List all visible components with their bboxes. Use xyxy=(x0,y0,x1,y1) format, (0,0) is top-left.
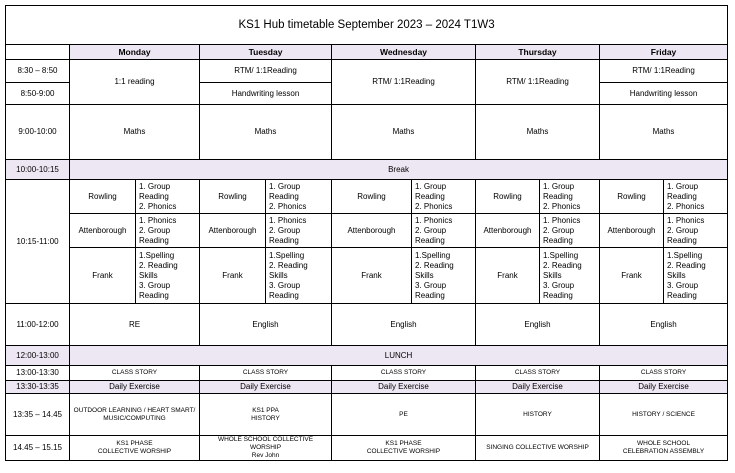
maths-cell: Maths xyxy=(332,105,476,160)
friday-late-morning: English xyxy=(600,304,728,346)
class-story-cell: CLASS STORY xyxy=(476,366,600,381)
group-attenborough: Attenborough xyxy=(70,214,136,248)
group-frank: Frank xyxy=(332,248,412,304)
maths-cell: Maths xyxy=(476,105,600,160)
day-header-monday: Monday xyxy=(70,45,200,60)
maths-cell: Maths xyxy=(70,105,200,160)
maths-cell: Maths xyxy=(200,105,332,160)
class-story-cell: CLASS STORY xyxy=(200,366,332,381)
group-attenborough: Attenborough xyxy=(200,214,266,248)
wednesday-end: KS1 PHASE COLLECTIVE WORSHIP xyxy=(332,436,476,461)
group-frank: Frank xyxy=(476,248,540,304)
activity-frank: 1.Spelling 2. Reading Skills 3. Group Reading xyxy=(664,248,728,304)
group-attenborough: Attenborough xyxy=(332,214,412,248)
group-rowling: Rowling xyxy=(476,180,540,214)
time-slot: 14.45 – 15.15 xyxy=(6,436,70,461)
group-rowling: Rowling xyxy=(332,180,412,214)
wednesday-late-morning: English xyxy=(332,304,476,346)
time-slot: 8:30 – 8:50 xyxy=(6,60,70,83)
daily-exercise-cell: Daily Exercise xyxy=(332,381,476,394)
day-header-wednesday: Wednesday xyxy=(332,45,476,60)
activity-frank: 1.Spelling 2. Reading Skills 3. Group Reading xyxy=(136,248,200,304)
activity-frank: 1.Spelling 2. Reading Skills 3. Group Reading xyxy=(540,248,600,304)
daily-exercise-cell: Daily Exercise xyxy=(70,381,200,394)
monday-early: 1:1 reading xyxy=(70,60,200,105)
group-frank: Frank xyxy=(70,248,136,304)
timetable-table xyxy=(5,5,728,461)
group-rowling: Rowling xyxy=(600,180,664,214)
group-frank: Frank xyxy=(200,248,266,304)
activity-attenborough: 1. Phonics 2. Group Reading xyxy=(540,214,600,248)
friday-handwriting: Handwriting lesson xyxy=(600,83,728,105)
activity-attenborough: 1. Phonics 2. Group Reading xyxy=(664,214,728,248)
time-slot: 8:50-9:00 xyxy=(6,83,70,105)
activity-attenborough: 1. Phonics 2. Group Reading xyxy=(136,214,200,248)
activity-attenborough: 1. Phonics 2. Group Reading xyxy=(412,214,476,248)
monday-afternoon: OUTDOOR LEARNING / HEART SMART/ MUSIC/COMPUTING xyxy=(70,394,200,436)
group-attenborough: Attenborough xyxy=(600,214,664,248)
friday-afternoon: HISTORY / SCIENCE xyxy=(600,394,728,436)
daily-exercise-cell: Daily Exercise xyxy=(200,381,332,394)
monday-late-morning: RE xyxy=(70,304,200,346)
activity-rowling: 1. Group Reading 2. Phonics xyxy=(412,180,476,214)
activity-rowling: 1. Group Reading 2. Phonics xyxy=(136,180,200,214)
tuesday-end: WHOLE SCHOOL COLLECTIVE WORSHIP Rev John xyxy=(200,436,332,461)
maths-cell: Maths xyxy=(600,105,728,160)
time-slot: 11:00-12:00 xyxy=(6,304,70,346)
wednesday-early: RTM/ 1:1Reading xyxy=(332,60,476,105)
tuesday-early: RTM/ 1:1Reading xyxy=(200,60,332,83)
friday-end: WHOLE SCHOOL CELEBRATION ASSEMBLY xyxy=(600,436,728,461)
group-frank: Frank xyxy=(600,248,664,304)
day-header-tuesday: Tuesday xyxy=(200,45,332,60)
thursday-late-morning: English xyxy=(476,304,600,346)
thursday-early: RTM/ 1:1Reading xyxy=(476,60,600,105)
activity-rowling: 1. Group Reading 2. Phonics xyxy=(664,180,728,214)
page-title: KS1 Hub timetable September 2023 – 2024 T1W3 xyxy=(6,6,728,45)
tuesday-handwriting: Handwriting lesson xyxy=(200,83,332,105)
activity-rowling: 1. Group Reading 2. Phonics xyxy=(540,180,600,214)
header-corner xyxy=(6,45,70,60)
break-row: Break xyxy=(70,160,728,180)
time-slot: 13:35 – 14.45 xyxy=(6,394,70,436)
activity-rowling: 1. Group Reading 2. Phonics xyxy=(266,180,332,214)
friday-early: RTM/ 1:1Reading xyxy=(600,60,728,83)
time-slot: 12:00-13:00 xyxy=(6,346,70,366)
class-story-cell: CLASS STORY xyxy=(332,366,476,381)
day-header-friday: Friday xyxy=(600,45,728,60)
thursday-end: SINGING COLLECTIVE WORSHIP xyxy=(476,436,600,461)
group-rowling: Rowling xyxy=(70,180,136,214)
time-slot: 9:00-10:00 xyxy=(6,105,70,160)
day-header-row xyxy=(6,45,728,60)
day-header-thursday: Thursday xyxy=(476,45,600,60)
wednesday-afternoon: PE xyxy=(332,394,476,436)
monday-end: KS1 PHASE COLLECTIVE WORSHIP xyxy=(70,436,200,461)
group-rowling: Rowling xyxy=(200,180,266,214)
lunch-row: LUNCH xyxy=(70,346,728,366)
timetable xyxy=(5,5,728,461)
time-slot: 10:15-11:00 xyxy=(6,180,70,304)
time-slot: 10:00-10:15 xyxy=(6,160,70,180)
thursday-afternoon: HISTORY xyxy=(476,394,600,436)
activity-frank: 1.Spelling 2. Reading Skills 3. Group Reading xyxy=(266,248,332,304)
time-slot: 13:30-13:35 xyxy=(6,381,70,394)
activity-frank: 1.Spelling 2. Reading Skills 3. Group Reading xyxy=(412,248,476,304)
daily-exercise-cell: Daily Exercise xyxy=(600,381,728,394)
time-slot: 13:00-13:30 xyxy=(6,366,70,381)
class-story-cell: CLASS STORY xyxy=(70,366,200,381)
tuesday-afternoon: KS1 PPA HISTORY xyxy=(200,394,332,436)
group-attenborough: Attenborough xyxy=(476,214,540,248)
class-story-cell: CLASS STORY xyxy=(600,366,728,381)
activity-attenborough: 1. Phonics 2. Group Reading xyxy=(266,214,332,248)
tuesday-late-morning: English xyxy=(200,304,332,346)
daily-exercise-cell: Daily Exercise xyxy=(476,381,600,394)
